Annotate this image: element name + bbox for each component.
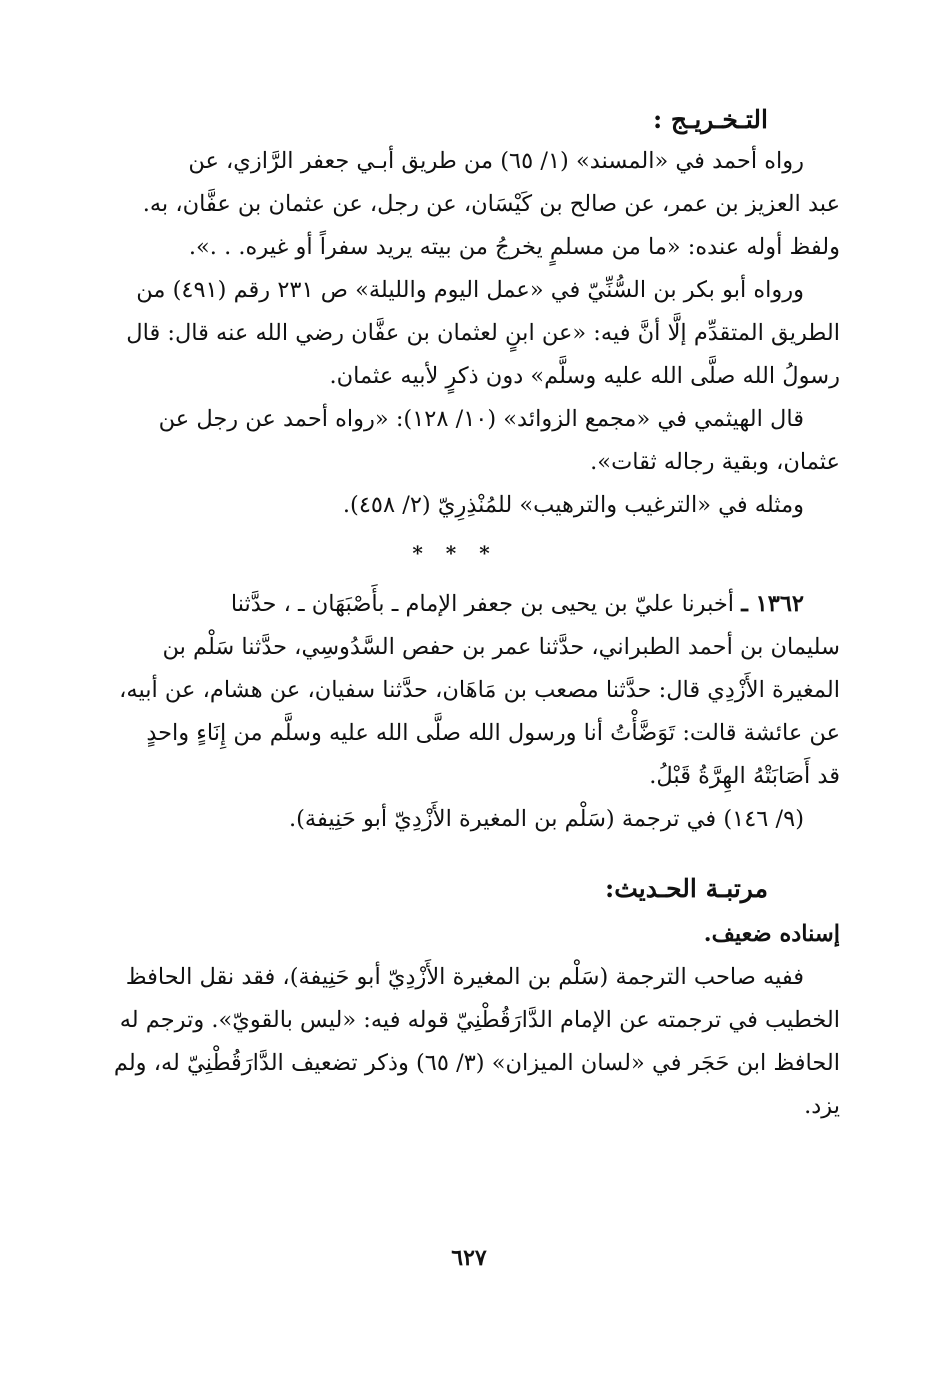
text-line: المغيرة الأَزْدِي قال: حدَّثنا مصعب بن مَاهَان، حدَّثنا سفيان، عن هشام، عن أبيه، [119,677,840,703]
text-line: قد أَصَابَتْهُ الهِرَّةُ قَبْلُ. [649,763,840,789]
text-line: الحافظ ابن حَجَر في «لسان الميزان» (٣/ ٦٥) وذكر تضعيف الدَّارَقُطْنِيّ له، ولم [113,1050,840,1076]
hadith-number: ١٣٦٢ ـ [741,591,804,617]
text-line: قال الهيثمي في «مجمع الزوائد» (١٠/ ١٢٨): «رواه أحمد عن رجل عن [158,406,804,432]
text-segment: أخبرنا عليّ بن يحيى بن جعفر الإمام ـ بأَصْبَهَان ـ ، حدَّثنا [230,591,735,617]
hadith-first-line [70,583,840,626]
rank-paragraph [70,956,840,1128]
takhrij-paragraph-4 [70,484,840,527]
text-line: ومثله في «الترغيب والترهيب» للمُنْذِرِيّ (٢/ ٤٥٨). [342,492,804,518]
text-line: عثمان، وبقية رجاله ثقات». [590,449,840,475]
rank-verdict: إسناده ضعيف. [703,921,840,947]
hadith-reference: (٩/ ١٤٦) في ترجمة (سَلْم بن المغيرة الأَزْدِيّ أبو حَنِيفة). [288,806,804,832]
section-separator: * * * [412,541,498,565]
page-number: ٦٢٧ [451,1245,487,1271]
takhrij-paragraph-3 [70,398,840,484]
text-line: عبد العزيز بن عمر، عن صالح بن كَيْسَان، عن رجل، عن عثمان بن عفَّان، به. [142,191,840,217]
page-body [70,100,840,1128]
text-line: الخطيب في ترجمته عن الإمام الدَّارَقُطْنِيّ قوله فيه: «ليس بالقويّ». وترجم له [119,1007,840,1033]
text-line: سليمان بن أحمد الطبراني، حدَّثنا عمر بن حفص السَّدُوسِي، حدَّثنا سَلْم بن [162,634,840,660]
text-line: الطريق المتقدِّم إلَّا أنَّ فيه: «عن ابنٍ لعثمان بن عفَّان رضي الله عنه قال: قال [126,320,840,346]
text-line: ففيه صاحب الترجمة (سَلْم بن المغيرة الأَزْدِيّ أبو حَنِيفة)، فقد نقل الحافظ [125,964,804,990]
text-line: ورواه أبو بكر بن السُّنِّيّ في «عمل اليوم والليلة» ص ٢٣١ رقم (٤٩١) من [136,277,804,303]
text-line: ولفظ أوله عنده: «ما من مسلمٍ يخرجُ من بيته يريد سفراً أو غيره. . .». [188,234,840,260]
takhrij-paragraph-2 [70,269,840,398]
text-line: يزد. [804,1093,840,1119]
text-line: رواه أحمد في «المسند» (١/ ٦٥) من طريق أبـي جعفر الرَّازي، عن [188,148,804,174]
takhrij-paragraph-1 [70,140,840,269]
text-line: عن عائشة قالت: تَوَضَّأْتُ أنا ورسول الله صلَّى الله عليه وسلَّم من إِنَاءٍ واحدٍ [146,720,840,746]
takhrij-heading: التـخـريـج : [652,105,768,134]
rank-heading: مرتبـة الحـديث: [604,874,768,903]
hadith-paragraph [70,583,840,841]
text-line: رسولُ الله صلَّى الله عليه وسلَّم» دون ذكرٍ لأبيه عثمان. [329,363,840,389]
